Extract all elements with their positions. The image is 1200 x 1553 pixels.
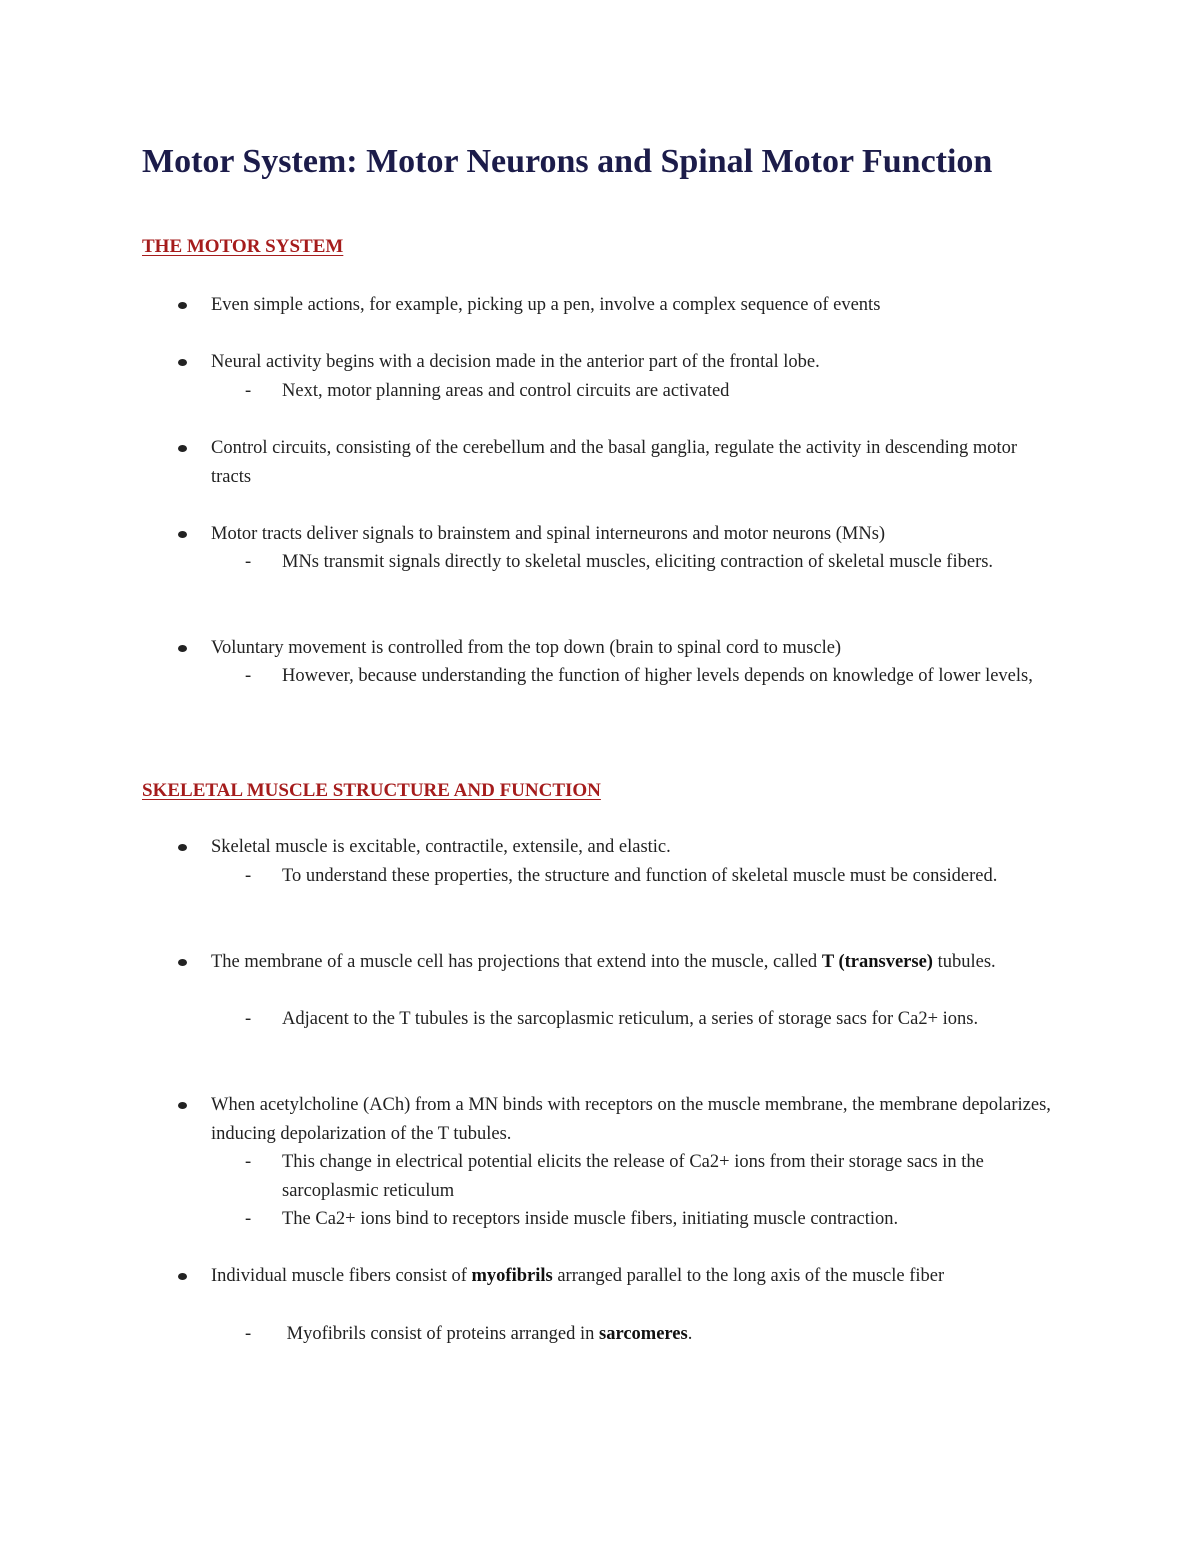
sub-item-text: This change in electrical potential elicits the release of Ca2+ ions from their storage sacs in the sarcoplasmic reticulum: [282, 1152, 984, 1201]
dash-marker: -: [245, 1152, 252, 1172]
bullet-text: The membrane of a muscle cell has projections that extend into the muscle, called T (transverse) tubules.: [211, 952, 996, 972]
dash-marker: -: [245, 1209, 252, 1229]
dash-marker: -: [245, 381, 252, 401]
sub-item-text: To understand these properties, the structure and function of skeletal muscle must be considered.: [282, 866, 998, 886]
dash-marker: -: [245, 1009, 252, 1029]
bullet-icon: [178, 1273, 187, 1280]
sub-item-text: The Ca2+ ions bind to receptors inside muscle fibers, initiating muscle contraction.: [282, 1209, 899, 1229]
bullet-icon: [178, 645, 187, 652]
sub-item-text: Myofibrils consist of proteins arranged in sarcomeres.: [282, 1324, 693, 1344]
section-heading-motor-system: THE MOTOR SYSTEM: [142, 236, 344, 257]
bullet-text: Control circuits, consisting of the cerebellum and the basal ganglia, regulate the activity in descending motor tracts: [211, 438, 1018, 487]
bold-term: sarcomeres: [599, 1324, 688, 1344]
section-heading-skeletal-muscle: SKELETAL MUSCLE STRUCTURE AND FUNCTION: [142, 780, 601, 801]
sub-item-text: Next, motor planning areas and control circuits are activated: [282, 381, 730, 401]
bullet-icon: [178, 844, 187, 851]
sub-item-text: Adjacent to the T tubules is the sarcoplasmic reticulum, a series of storage sacs for Ca2+ ions.: [282, 1009, 979, 1029]
bullet-text: Even simple actions, for example, picking up a pen, involve a complex sequence of events: [211, 295, 881, 315]
dash-marker: -: [245, 1324, 252, 1344]
dash-marker: -: [245, 866, 252, 886]
bullet-text: Motor tracts deliver signals to brainstem and spinal interneurons and motor neurons (MNs): [211, 524, 886, 544]
bullet-text: Skeletal muscle is excitable, contractile, extensile, and elastic.: [211, 837, 671, 857]
bullet-icon: [178, 359, 187, 366]
bullet-icon: [178, 531, 187, 538]
dash-marker: -: [245, 666, 252, 686]
bullet-text: Neural activity begins with a decision made in the anterior part of the frontal lobe.: [211, 352, 820, 372]
bullet-icon: [178, 959, 187, 966]
bullet-text: When acetylcholine (ACh) from a MN binds with receptors on the muscle membrane, the membrane depolarizes, inducing depolarization of the T tubules.: [211, 1095, 1051, 1144]
bold-term: T (transverse): [821, 952, 933, 972]
sub-item-text: However, because understanding the function of higher levels depends on knowledge of lower levels,: [282, 666, 1033, 686]
bullet-icon: [178, 1102, 187, 1109]
page-title: Motor System: Motor Neurons and Spinal Motor Function: [142, 143, 993, 180]
bullet-icon: [178, 302, 187, 309]
dash-marker: -: [245, 552, 252, 572]
bullet-text: Voluntary movement is controlled from the top down (brain to spinal cord to muscle): [211, 638, 842, 658]
sub-item-text: MNs transmit signals directly to skeletal muscles, eliciting contraction of skeletal muscle fibers.: [282, 552, 994, 572]
bullet-text: Individual muscle fibers consist of myofibrils arranged parallel to the long axis of the muscle fiber: [211, 1266, 945, 1286]
bold-term: myofibrils: [471, 1266, 553, 1286]
bullet-icon: [178, 445, 187, 452]
